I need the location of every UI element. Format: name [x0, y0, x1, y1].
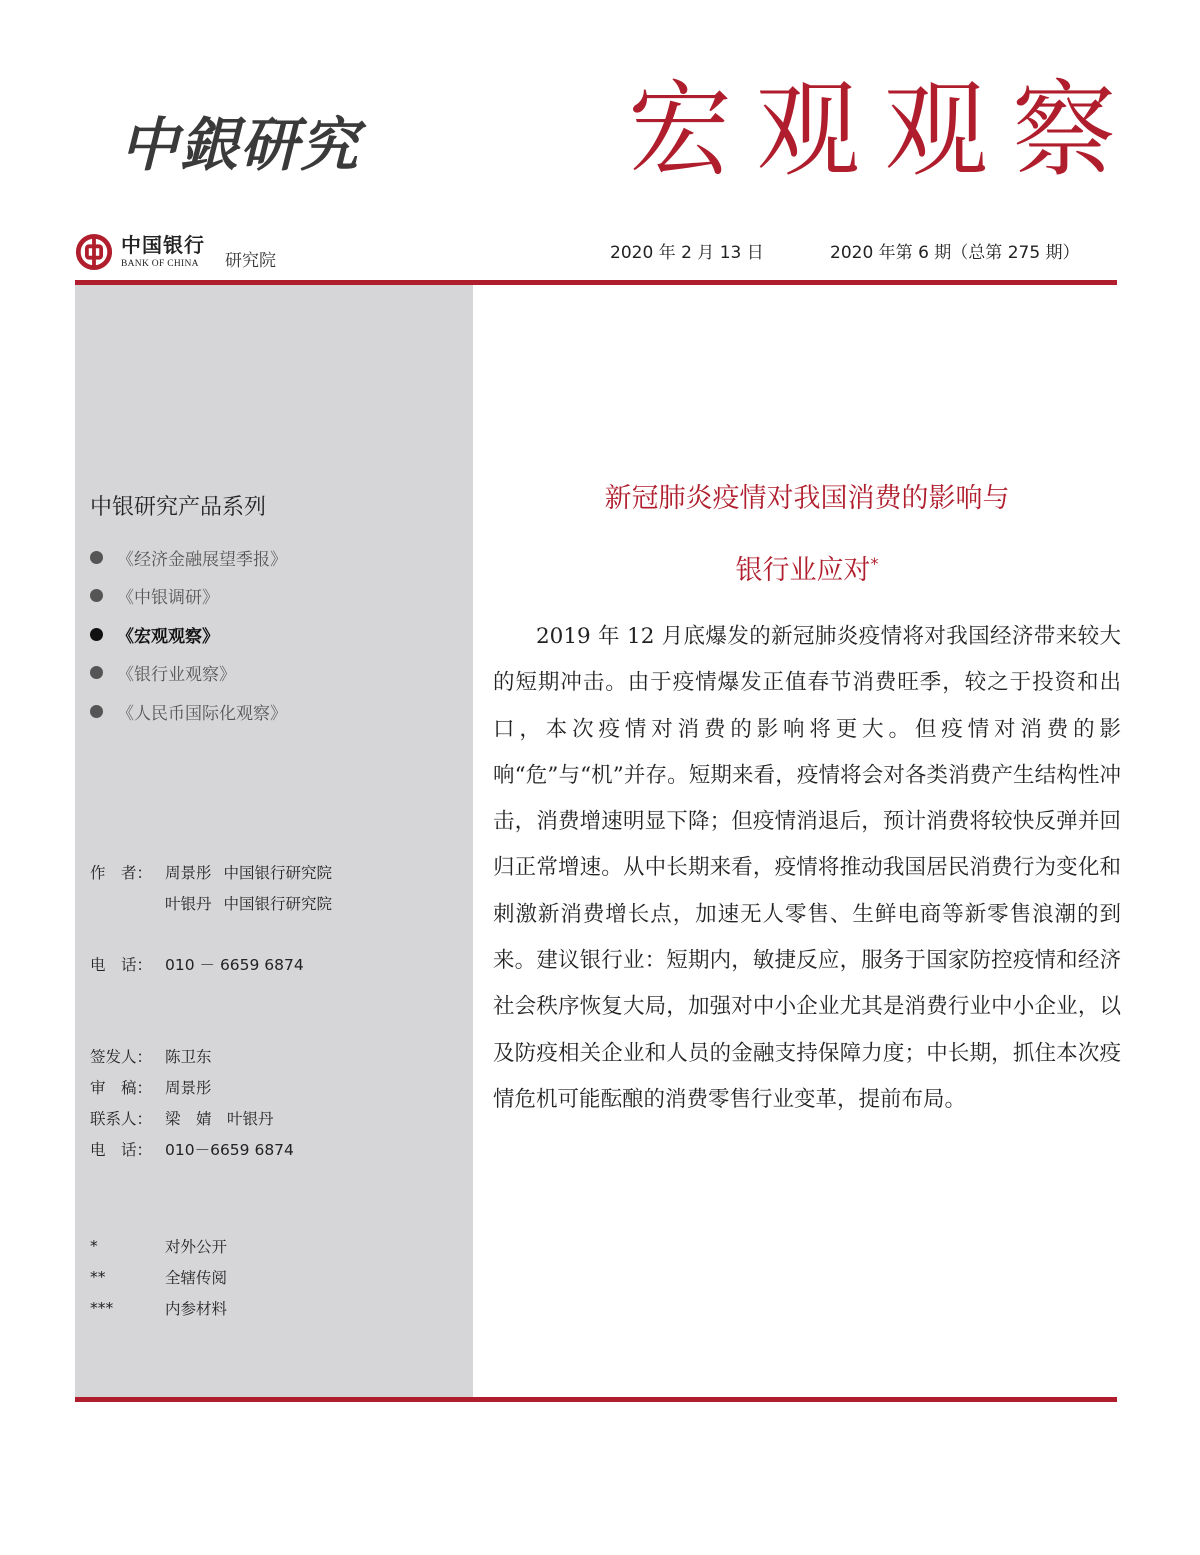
contact-value: 陈卫东 [165, 1047, 212, 1066]
legend-text: 内参材料 [165, 1299, 228, 1318]
bullet-icon [90, 666, 103, 679]
article-title-line2 [493, 548, 1121, 587]
contact-value: 梁 婧 叶银丹 [165, 1109, 274, 1128]
article-title-mark: * [870, 554, 879, 573]
contact-label: 联系人： [90, 1109, 153, 1128]
bank-of-china-emblem-icon [75, 233, 113, 271]
issue-date: 2020 年 2 月 13 日 [610, 243, 764, 263]
series-item-label: 《经济金融展望季报》 [117, 549, 287, 570]
phone-label: 电 话： [90, 955, 153, 974]
distribution-legend [90, 1230, 227, 1323]
series-item-current [90, 615, 287, 654]
article-title-line1: 新冠肺炎疫情对我国消费的影响与 [604, 483, 1010, 514]
series-item-label: 《人民币国际化观察》 [117, 703, 287, 724]
phone-block [90, 948, 304, 979]
bullet-icon [90, 551, 103, 564]
contact-row [90, 1133, 294, 1164]
contact-value: 010－6659 6874 [165, 1140, 294, 1159]
contact-label: 签发人： [90, 1047, 153, 1066]
series-list [90, 538, 287, 731]
institute-name: 研究院 [225, 250, 276, 271]
series-item-label: 《银行业观察》 [117, 665, 236, 686]
legend-mark: *** [90, 1298, 114, 1317]
bullet-icon [90, 705, 103, 718]
bullet-icon [90, 628, 103, 641]
author-name: 周景彤 [165, 863, 212, 882]
series-item [90, 654, 287, 693]
contact-value: 周景彤 [165, 1078, 212, 1097]
legend-row [90, 1230, 227, 1261]
contacts-block [90, 1040, 294, 1164]
authors-label: 作 者： [90, 863, 153, 882]
bullet-icon [90, 589, 103, 602]
article-abstract: 2019 年 12 月底爆发的新冠肺炎疫情将对我国经济带来较大的短期冲击。由于疫情爆发正值春节消费旺季，较之于投资和出口，本次疫情对消费的影响将更大。但疫情对消费的影响“危”与“机”并存。短期来看，疫情将会对各类消费产生结构性冲击，消费增速明显下降；但疫情消退后，预计消费将较快反弹并回归正常增速。从中长期来看，疫情将推动我国居民消费行为变化和刺激新消费增长点，加速无人零售、生鲜电商等新零售浪潮的到来。建议银行业：短期内，敏捷反应，服务于国家防控疫情和经济社会秩序恢复大局，加强对中小企业尤其是消费行业中小企业，以及防疫相关企业和人员的金融支持保障力度；中长期，抓住本次疫情危机可能酝酿的消费零售行业变革，提前布局。 [493, 624, 1121, 1112]
legend-row [90, 1261, 227, 1292]
logo-chinese-name: 中国银行 [121, 232, 205, 257]
series-item-label: 《宏观观察》 [117, 626, 219, 647]
series-item [90, 692, 287, 731]
series-item [90, 577, 287, 616]
legend-row [90, 1292, 227, 1323]
brand-calligraphy: 中銀研究 [120, 111, 361, 179]
author-row [90, 887, 332, 918]
author-org: 中国银行研究院 [223, 863, 333, 882]
page-title: 宏观观察 [628, 69, 1141, 191]
author-org: 中国银行研究院 [223, 894, 333, 913]
phone-value: 010 － 6659 6874 [165, 955, 304, 974]
author-row [90, 856, 332, 887]
phone-row [90, 948, 304, 979]
footer-divider [75, 1397, 1117, 1402]
contact-row [90, 1071, 294, 1102]
bank-of-china-logo [75, 228, 276, 276]
issue-number: 2020 年第 6 期（总第 275 期） [830, 243, 1080, 263]
legend-text: 全辖传阅 [165, 1268, 228, 1287]
series-item-label: 《中银调研》 [117, 588, 219, 609]
legend-mark: * [90, 1236, 98, 1255]
contact-label: 电 话： [90, 1140, 153, 1159]
legend-text: 对外公开 [165, 1237, 228, 1256]
contact-row [90, 1102, 294, 1133]
contact-row [90, 1040, 294, 1071]
author-name: 叶银丹 [165, 894, 212, 913]
article-title-text: 银行业应对 [735, 555, 871, 586]
legend-mark: ** [90, 1267, 106, 1286]
contact-label: 审 稿： [90, 1078, 153, 1097]
authors-block [90, 856, 332, 918]
series-title: 中银研究产品系列 [90, 495, 267, 520]
logo-english-name: BANK OF CHINA [121, 258, 199, 269]
series-item [90, 538, 287, 577]
